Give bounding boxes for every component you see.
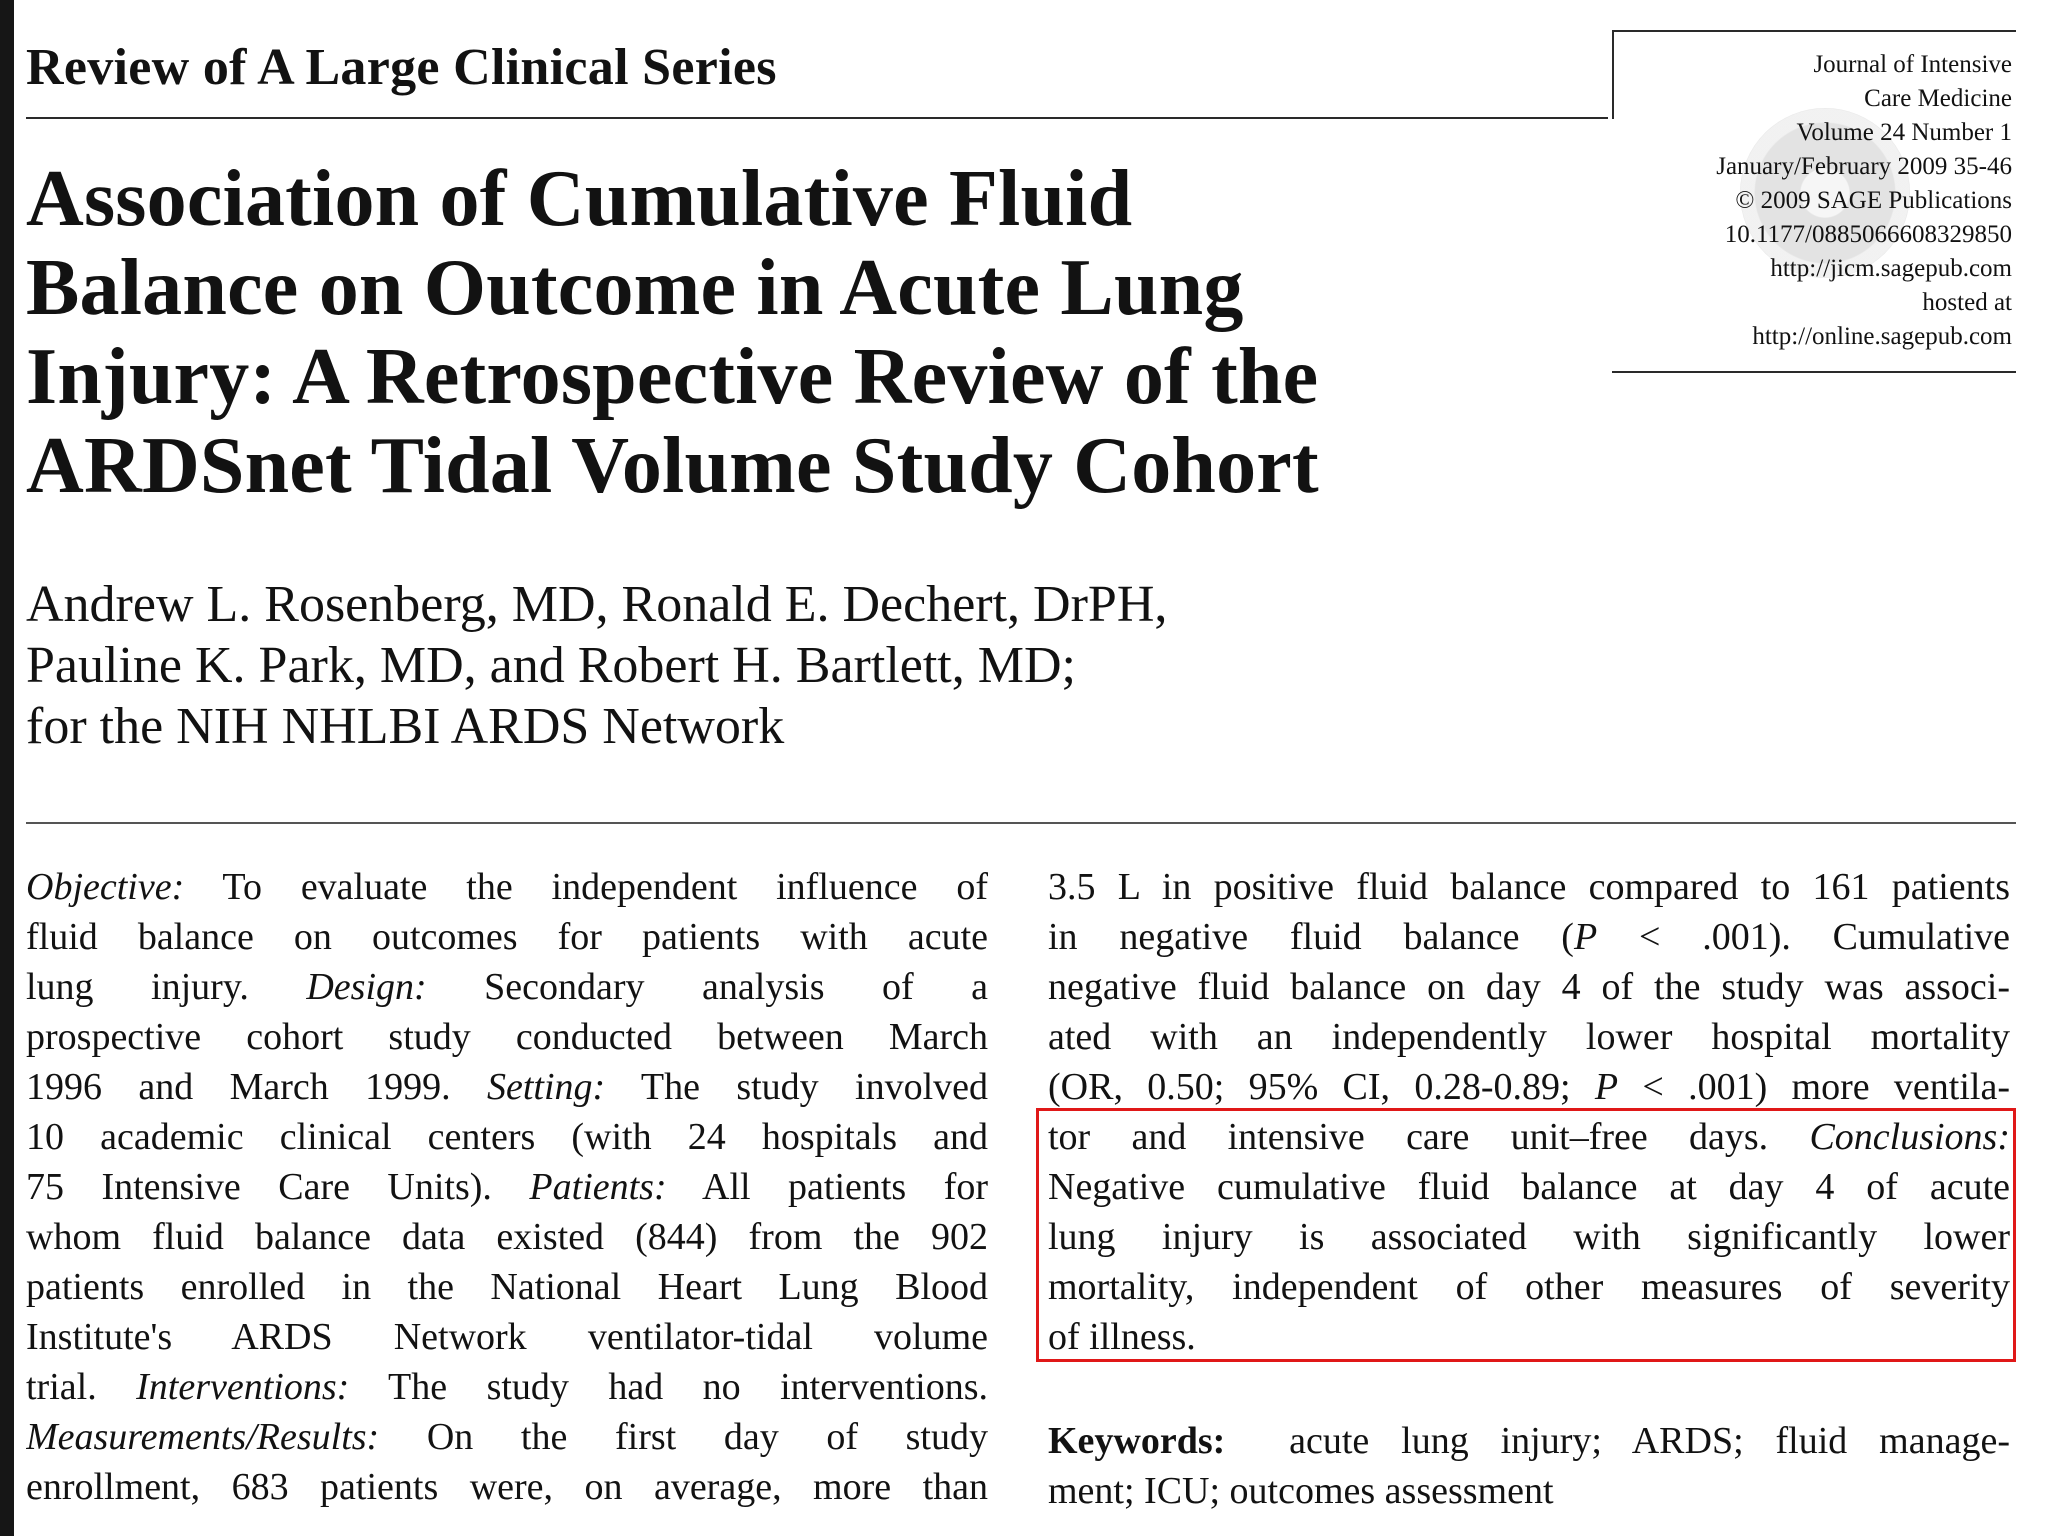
abstract-left-column [26, 862, 988, 1512]
journal-info [1614, 48, 2012, 354]
abstract-line [1048, 962, 2010, 1012]
abstract-text: < .001) more ventila- [1618, 1066, 2010, 1108]
keywords-label: Keywords: [1048, 1420, 1226, 1462]
abstract-italic-text: Patients: [529, 1166, 667, 1208]
keywords-line [1048, 1416, 2010, 1466]
journal-copyright: © 2009 SAGE Publications [1735, 187, 2012, 214]
header-rule [26, 117, 1608, 119]
journal-doi: 10.1177/0885066608329850 [1724, 221, 2012, 248]
abstract-text: The study involved [605, 1066, 988, 1108]
abstract-italic-text: Objective: [26, 866, 185, 908]
journal-hosted-at: hosted at [1922, 289, 2012, 316]
abstract-italic-text: P [1594, 1066, 1619, 1108]
abstract-line [26, 1012, 988, 1062]
abstract-line [26, 1262, 988, 1312]
abstract-text: 10 academic clinical centers (with 24 hospitals and [26, 1116, 988, 1158]
abstract-text: 3.5 L in positive fluid balance compared to 161 patients [1048, 866, 2010, 908]
abstract-line [26, 1112, 988, 1162]
journal-name-line-2: Care Medicine [1864, 85, 2012, 112]
journal-name-line-1: Journal of Intensive [1813, 51, 2012, 78]
abstract-italic-text: Interventions: [136, 1366, 350, 1408]
journal-box-top-rule [1612, 30, 2016, 32]
keywords-line: ment; ICU; outcomes assessment [1048, 1470, 1554, 1512]
abstract-italic-text: Conclusions: [1809, 1116, 2010, 1158]
abstract-line [26, 912, 988, 962]
abstract-text: in negative fluid balance ( [1048, 916, 1574, 958]
abstract-line [1048, 1012, 2010, 1062]
author-line: Andrew L. Rosenberg, MD, Ronald E. Dechert, DrPH, [26, 576, 1168, 633]
article-title [26, 155, 1586, 511]
abstract-text: tor and intensive care unit–free days. [1048, 1116, 1810, 1158]
abstract-italic-text: P [1573, 916, 1598, 958]
conclusions-highlight-box [1036, 1108, 2016, 1362]
abstract-line [26, 1362, 988, 1412]
keywords [1048, 1416, 2010, 1516]
abstract-line [1048, 912, 2010, 962]
abstract-line [26, 1412, 988, 1462]
abstract-text: fluid balance on outcomes for patients with acute [26, 916, 988, 958]
abstract-line [1048, 862, 2010, 912]
title-line: Association of Cumulative Fluid [26, 155, 1133, 243]
title-line: ARDSnet Tidal Volume Study Cohort [26, 422, 1319, 510]
author-line: Pauline K. Park, MD, and Robert H. Bartlett, MD; [26, 637, 1076, 694]
abstract-line [26, 862, 988, 912]
title-line: Balance on Outcome in Acute Lung [26, 244, 1244, 332]
abstract-italic-text: Design: [306, 966, 427, 1008]
abstract-text: (OR, 0.50; 95% CI, 0.28-0.89; [1048, 1066, 1595, 1108]
title-line: Injury: A Retrospective Review of the [26, 333, 1319, 421]
abstract-line [26, 962, 988, 1012]
abstract-text: To evaluate the independent influence of [184, 866, 988, 908]
author-list [26, 574, 1167, 757]
abstract-rule [26, 822, 2016, 824]
journal-url: http://jicm.sagepub.com [1770, 255, 2012, 282]
journal-date-pages: January/February 2009 35-46 [1716, 153, 2012, 180]
abstract-text: Secondary analysis of a [426, 966, 988, 1008]
abstract-line [26, 1062, 988, 1112]
abstract-italic-text: Measurements/Results: [26, 1416, 380, 1458]
abstract-text: patients enrolled in the National Heart Lung Blood [26, 1266, 988, 1308]
journal-host-url: http://online.sagepub.com [1752, 323, 2012, 350]
abstract-text: negative fluid balance on day 4 of the study was associ- [1048, 966, 2010, 1008]
abstract-text: trial. [26, 1366, 137, 1408]
author-line: for the NIH NHLBI ARDS Network [26, 698, 785, 755]
abstract-italic-text: Setting: [487, 1066, 606, 1108]
keywords-text: acute lung injury; ARDS; fluid manage- [1289, 1420, 2010, 1462]
abstract-line [26, 1162, 988, 1212]
abstract-line [26, 1462, 988, 1512]
journal-box-bottom-rule [1612, 371, 2016, 373]
abstract-text: whom fluid balance data existed (844) from the 902 [26, 1216, 988, 1258]
abstract-text: Institute's ARDS Network ventilator-tidal volume [26, 1316, 988, 1358]
article-page [14, 0, 2048, 1536]
abstract-text: 1996 and March 1999. [26, 1066, 487, 1108]
abstract-line [1048, 1062, 2010, 1112]
abstract-line [26, 1212, 988, 1262]
abstract-text: On the first day of study [379, 1416, 988, 1458]
abstract-text: lung injury is associated with significantly lower [1048, 1216, 2010, 1258]
abstract-text: The study had no interventions. [349, 1366, 988, 1408]
abstract-text: 75 Intensive Care Units). [26, 1166, 530, 1208]
journal-volume: Volume 24 Number 1 [1796, 119, 2012, 146]
abstract-text: of illness. [1048, 1316, 1196, 1358]
abstract-text: lung injury. [26, 966, 307, 1008]
abstract-text: All patients for [666, 1166, 988, 1208]
abstract-text: Negative cumulative fluid balance at day 4 of acute [1048, 1166, 2010, 1208]
section-label: Review of A Large Clinical Series [26, 39, 777, 96]
abstract-text: mortality, independent of other measures of severity [1048, 1266, 2010, 1308]
abstract-text: enrollment, 683 patients were, on average, more than [26, 1466, 988, 1508]
abstract-text: < .001). Cumulative [1597, 916, 2010, 958]
abstract-text: prospective cohort study conducted between March [26, 1016, 988, 1058]
abstract-line [26, 1312, 988, 1362]
abstract-text: ated with an independently lower hospital mortality [1048, 1016, 2010, 1058]
